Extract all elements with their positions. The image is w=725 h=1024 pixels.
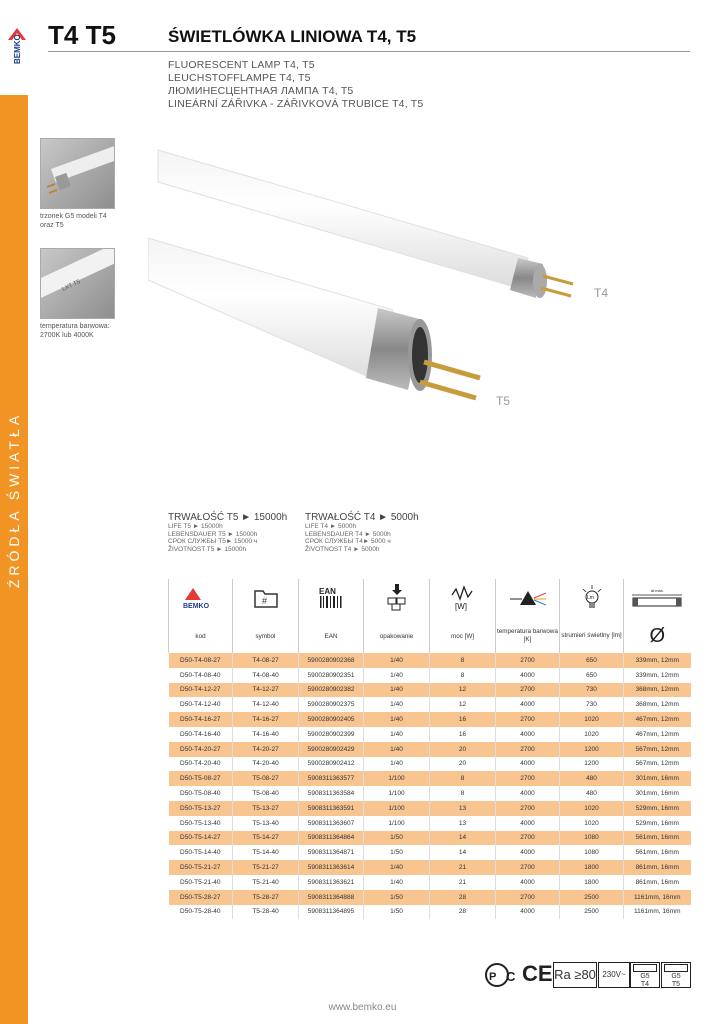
cell-power: 13 [430,801,496,816]
lifetime-t5-line: ŽIVOTNOST T5 ► 15000h [168,545,247,553]
subtitle-en: FLUORESCENT LAMP T4, T5 [168,59,315,71]
table-row [169,697,691,712]
cell-symbol: T5-13-40 [233,816,299,831]
cell-dimension: 339mm, 12mm [624,653,691,668]
cell-ean: 5900280902399 [299,727,364,742]
cell-dimension: 467mm, 12mm [624,712,691,727]
cell-symbol: T5-14-40 [233,845,299,860]
cell-ean: 5908311363621 [299,875,364,890]
cell-ean: 5908311364888 [299,890,364,905]
cell-ean: 5900280902412 [299,757,364,772]
svg-text:C: C [506,969,516,984]
cell-dimension: 368mm, 12mm [624,697,691,712]
cell-color-temp: 2700 [496,890,560,905]
cell-dimension: 368mm, 12mm [624,683,691,698]
svg-text:P: P [489,971,497,983]
lifetime-t5 [168,512,287,553]
code-icon [169,579,233,619]
lifetime-t4-title: TRWAŁOŚĆ T4 ► 5000h [305,512,419,523]
cell-dimension: 529mm, 16mm [624,801,691,816]
cell-code: D50-T5-21-40 [180,878,221,886]
svg-text:BEMKO: BEMKO [13,34,22,64]
cell-power: 13 [430,816,496,831]
cell-color-temp: 4000 [496,816,560,831]
cell-lumen: 650 [560,653,624,668]
cell-dimension: 1161mm, 16mm [624,905,691,920]
cell-lumen: 1800 [560,860,624,875]
cell-symbol: T4-08-27 [233,653,299,668]
cell-power: 8 [430,653,496,668]
cell-package: 1/100 [364,786,430,801]
cell-lumen: 1020 [560,801,624,816]
cell-lumen: 1080 [560,831,624,846]
table-row [169,683,691,698]
cell-power: 28 [430,890,496,905]
g5-t4-badge [630,962,660,988]
cell-lumen: 1200 [560,742,624,757]
cell-code: D50-T5-21-27 [169,860,233,875]
cell-symbol: T4-12-40 [233,697,299,712]
cell-color-temp: 2700 [496,742,560,757]
col-header-package: opakowanie [364,619,430,653]
cell-lumen: 1080 [560,845,624,860]
lifetime-t5-line: LIFE T5 ► 15000h [168,523,223,530]
cell-code: D50-T5-13-27 [169,801,233,816]
cell-color-temp: 2700 [496,653,560,668]
lifetime-t4 [305,512,419,553]
cell-lumen: 1800 [560,875,624,890]
cell-dimension: 301mm, 16mm [624,771,691,786]
cell-lumen: 480 [560,771,624,786]
table-row [169,712,691,727]
svg-text:dł.max.: dł.max. [651,588,665,593]
cell-color-temp: 4000 [496,875,560,890]
cell-code: D50-T4-12-40 [180,701,221,709]
cell-color-temp: 2700 [496,831,560,846]
svg-text:LXT T5: LXT T5 [61,279,82,293]
cell-code: D50-T4-16-27 [169,712,233,727]
cell-package: 1/40 [364,875,430,890]
cell-ean: 5900280902375 [299,697,364,712]
cell-symbol: T5-13-27 [233,801,299,816]
cell-dimension: 561mm, 16mm [624,845,691,860]
cell-package: 1/100 [364,816,430,831]
table-row [169,771,691,786]
cell-power: 14 [430,831,496,846]
subtitle-de: LEUCHSTOFFLAMPE T4, T5 [168,72,311,84]
cell-package: 1/40 [364,712,430,727]
lamp-label-t4: T4 [594,286,609,300]
cell-code: D50-T4-12-27 [169,683,233,698]
cell-package: 1/40 [364,697,430,712]
thumbnail-g5-base [40,138,115,209]
cell-color-temp: 4000 [496,786,560,801]
cell-power: 21 [430,860,496,875]
cell-symbol: T5-28-27 [233,890,299,905]
table-row [169,860,691,875]
cell-code: D50-T4-20-40 [180,760,221,768]
cell-dimension: 861mm, 16mm [624,860,691,875]
table-row [169,905,691,920]
cell-package: 1/40 [364,860,430,875]
cell-color-temp: 4000 [496,905,560,920]
cell-color-temp: 2700 [496,712,560,727]
cell-package: 1/40 [364,757,430,772]
cell-power: 8 [430,668,496,683]
cell-package: 1/50 [364,890,430,905]
cell-dimension: 567mm, 12mm [624,742,691,757]
cell-package: 1/40 [364,742,430,757]
g5-t5-top: G5 [671,973,681,980]
thumbnail-caption-base: trzonek G5 modeli T4 oraz T5 [40,213,107,229]
cell-code: D50-T5-14-27 [169,831,233,846]
cell-power: 28 [430,905,496,920]
cell-package: 1/100 [364,771,430,786]
cell-color-temp: 4000 [496,727,560,742]
thumbnail-color-temp [40,248,115,319]
table-row [169,875,691,890]
cell-lumen: 650 [560,668,624,683]
sidebar-category [0,400,28,600]
cell-power: 20 [430,742,496,757]
cell-symbol: T5-08-27 [233,771,299,786]
cell-package: 1/40 [364,653,430,668]
col-header-lumen: strumień świetlny [lm] [560,619,624,653]
cell-package: 1/50 [364,831,430,846]
cell-color-temp: 2700 [496,771,560,786]
cell-lumen: 480 [560,786,624,801]
spec-table [168,579,691,919]
g5-t4-top: G5 [640,973,650,980]
lamp-image [148,140,658,440]
col-header-color-temp: temperatura barwowa [K] [496,619,560,653]
lifetime-t4-line: СРОК СЛУЖБЫ T4► 5000 ч [305,538,391,546]
cell-lumen: 2500 [560,890,624,905]
cell-power: 20 [430,757,496,772]
cell-ean: 5900280902382 [299,683,364,698]
cell-symbol: T4-16-27 [233,712,299,727]
pct-mark-icon [484,962,522,988]
cell-color-temp: 4000 [496,697,560,712]
cell-symbol: T4-20-27 [233,742,299,757]
cell-power: 14 [430,845,496,860]
icon-row [169,579,691,619]
cell-power: 21 [430,875,496,890]
cell-power: 8 [430,771,496,786]
cell-code: D50-T5-28-40 [180,908,221,916]
cell-dimension: 861mm, 16mm [624,875,691,890]
cell-symbol: T5-14-27 [233,831,299,846]
table-row [169,668,691,683]
table-row [169,727,691,742]
cell-package: 1/40 [364,683,430,698]
ra-badge: Ra ≥80 [553,962,597,988]
cell-color-temp: 4000 [496,845,560,860]
prism-icon [496,579,560,619]
svg-text:[W]: [W] [454,602,467,611]
col-header-symbol: symbol [233,619,299,653]
cell-symbol: T4-08-40 [233,668,299,683]
cell-power: 16 [430,712,496,727]
cell-lumen: 730 [560,697,624,712]
svg-text:EAN: EAN [319,587,336,596]
cell-package: 1/40 [364,668,430,683]
table-row [169,831,691,846]
cell-code: D50-T5-14-40 [180,849,221,857]
lifetime-t4-line: LIFE T4 ► 5000h [305,523,357,530]
cell-code: D50-T4-08-40 [180,671,221,679]
col-header-power: moc [W] [430,619,496,653]
lifetime-t4-line: LEBENSDAUER T4 ► 5000h [305,530,391,538]
cell-ean: 5900280902429 [299,742,364,757]
cell-symbol: T5-08-40 [233,786,299,801]
tube-length-icon [624,579,691,619]
cell-color-temp: 2700 [496,860,560,875]
lifetime-t5-title: TRWAŁOŚĆ T5 ► 15000h [168,512,288,523]
lifetime-t4-line: ŽIVOTNOST T4 ► 5000h [305,545,380,553]
table-row [169,890,691,905]
table-row [169,816,691,831]
header-row [169,619,691,653]
cell-code: D50-T5-08-27 [169,771,233,786]
cell-ean: 5908311363584 [299,786,364,801]
cell-power: 12 [430,683,496,698]
svg-text:Lm: Lm [586,595,594,601]
cell-symbol: T5-21-40 [233,875,299,890]
cell-code: D50-T4-08-27 [169,653,233,668]
cell-code: D50-T5-28-27 [169,890,233,905]
table-row [169,653,691,668]
col-header-ean: EAN [299,619,364,653]
g5-t4-bottom: T4 [640,981,650,988]
cell-dimension: 567mm, 12mm [624,757,691,772]
thumbnail-caption-temp: temperatura barwowa: 2700K lub 4000K [40,323,110,339]
cell-color-temp: 4000 [496,757,560,772]
cell-dimension: 1161mm, 16mm [624,890,691,905]
cell-symbol: T4-16-40 [233,727,299,742]
cell-ean: 5908311364871 [299,845,364,860]
cell-code: D50-T4-20-27 [169,742,233,757]
cell-ean: 5900280902368 [299,653,364,668]
cell-power: 8 [430,786,496,801]
cell-ean: 5908311363614 [299,860,364,875]
cell-lumen: 1020 [560,816,624,831]
table-row [169,845,691,860]
subtitle-cz: LINEÁRNÍ ZÁŘIVKA - ZÁŘIVKOVÁ TRUBICE T4, T5 [168,98,424,110]
cell-dimension: 301mm, 16mm [624,786,691,801]
cell-lumen: 1020 [560,712,624,727]
lifetime-t5-line: СРОК СЛУЖБЫ T5► 15000 ч [168,538,258,546]
cell-color-temp: 2700 [496,683,560,698]
cell-code: D50-T5-13-40 [180,819,221,827]
power-icon [430,579,496,619]
bulb-lumen-icon [560,579,624,619]
cell-ean: 5908311364864 [299,831,364,846]
barcode-icon [299,579,364,619]
subtitle-ru: ЛЮМИНЕСЦЕНТНАЯ ЛАМПА T4, T5 [168,85,354,97]
cell-code: D50-T5-08-40 [180,790,221,798]
table-row [169,801,691,816]
cell-dimension: 529mm, 16mm [624,816,691,831]
cell-symbol: T4-12-27 [233,683,299,698]
voltage-badge: 230V~ [598,962,630,988]
lifetime-t5-line: LEBENSDAUER T5 ► 15000h [168,530,258,538]
col-header-code: kod [169,619,233,653]
cell-lumen: 1020 [560,727,624,742]
cell-dimension: 561mm, 16mm [624,831,691,846]
page-title: ŚWIETLÓWKA LINIOWA T4, T5 [168,27,417,46]
svg-text:BEMKO: BEMKO [182,603,209,610]
cell-lumen: 1200 [560,757,624,772]
cell-dimension: 339mm, 12mm [624,668,691,683]
cell-package: 1/100 [364,801,430,816]
sidebar-category-label: ŹRÓDŁA ŚWIATŁA [6,411,22,589]
bemko-logo [6,26,28,66]
lamp-label-t5: T5 [496,394,511,408]
folder-icon [233,579,299,619]
g5-t5-badge [661,962,691,988]
cell-power: 12 [430,697,496,712]
cell-lumen: 2500 [560,905,624,920]
table-row [169,757,691,772]
table-body [169,653,691,919]
cell-package: 1/40 [364,727,430,742]
series-title: T4 T5 [48,20,116,50]
cell-code: D50-T4-16-40 [180,730,221,738]
cell-symbol: T5-21-27 [233,860,299,875]
footer-url[interactable]: www.bemko.eu [328,1002,397,1013]
cell-lumen: 730 [560,683,624,698]
cell-ean: 5908311363607 [299,816,364,831]
svg-text:#: # [261,596,267,606]
table-row [169,786,691,801]
cell-ean: 5900280902351 [299,668,364,683]
cell-ean: 5900280902405 [299,712,364,727]
cell-ean: 5908311364895 [299,905,364,920]
cell-color-temp: 2700 [496,801,560,816]
cell-package: 1/50 [364,845,430,860]
cell-color-temp: 4000 [496,668,560,683]
cell-symbol: T5-28-40 [233,905,299,920]
cell-ean: 5908311363591 [299,801,364,816]
title-divider [48,51,690,52]
cell-symbol: T4-20-40 [233,757,299,772]
col-header-dimension: Ø [624,619,691,653]
cell-power: 16 [430,727,496,742]
g5-t5-bottom: T5 [671,981,681,988]
cell-package: 1/50 [364,905,430,920]
package-icon [364,579,430,619]
ce-mark: CE [522,961,553,986]
cell-ean: 5908311363577 [299,771,364,786]
table-row [169,742,691,757]
cell-dimension: 467mm, 12mm [624,727,691,742]
